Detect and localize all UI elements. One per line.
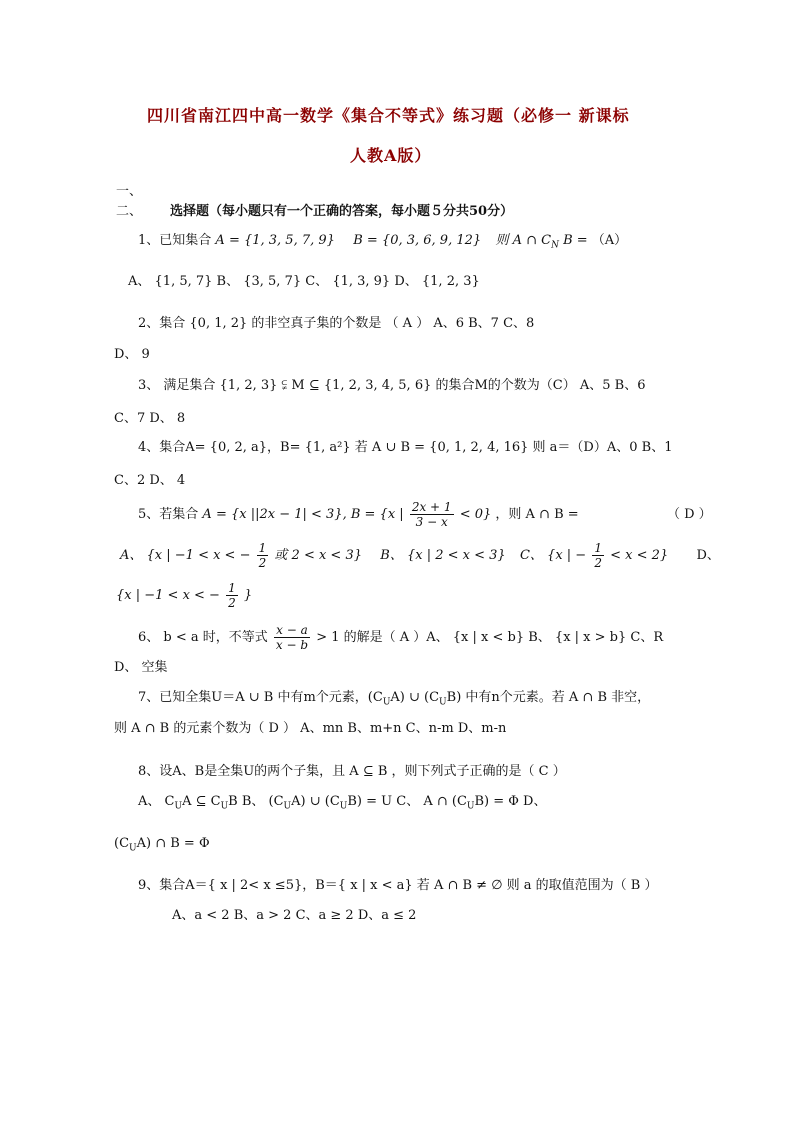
q8-cont-pre: (C	[114, 836, 130, 851]
q8-options	[138, 792, 546, 817]
q1-answer: （A）	[591, 233, 628, 248]
question-1	[138, 231, 627, 256]
q5-opt-d-half-num: 1	[228, 581, 236, 595]
q5-opt-c-post: < x < 2}	[610, 548, 669, 563]
q5-opt-a-half-den: 2	[258, 556, 267, 570]
q8-opts: A、 C	[138, 794, 175, 809]
q2-continued: D、 9	[114, 347, 150, 362]
question-6	[138, 622, 663, 654]
q5-opt-c-half-den: 2	[594, 556, 602, 570]
q5-opt-b: B、 {x | 2 < x < 3}	[380, 548, 506, 563]
q5-set-a: A = {x ||2x − 1| < 3}, B = {x |	[202, 507, 404, 522]
section-1-label: 一、	[116, 184, 143, 199]
q8-opt-a-mid: A ⊆ C	[182, 794, 221, 809]
q1-prefix: 1、已知集合	[138, 233, 212, 248]
q6-pre: 6、 b < a 时，不等式	[138, 630, 268, 645]
q5-options	[120, 540, 720, 572]
q5-set-b-tail: < 0}	[459, 507, 492, 522]
q1-ask-b: B =	[563, 233, 588, 248]
q5-answer: （ D ）	[666, 507, 712, 522]
question-8: 8、设A、B是全集U的两个子集，且 A ⊆ B ，则下列式子正确的是（ C ）	[138, 764, 566, 779]
question-2: 2、集合 {0, 1, 2} 的非空真子集的个数是 （ A ） A、6 B、7 C、8	[138, 316, 535, 331]
q7-text: 7、已知全集U＝A ∪ B 中有m个元素，(C	[138, 690, 383, 705]
question-4: 4、集合A= {0, 2, a}，B= {1, a²} 若 A ∪ B = {0, 1, 2, 4, 16} 则 a＝（D）A、0 B、1	[138, 440, 673, 455]
q6-frac-num: x − a	[276, 623, 308, 637]
q5-opt-d-post: }	[243, 588, 253, 603]
q5-opt-c-pre: C、 {x | −	[519, 548, 587, 563]
q5-prefix: 5、若集合	[138, 507, 199, 522]
q8-sub-2: U	[220, 801, 229, 812]
q7-continued: 则 A ∩ B 的元素个数为（ D ） A、mn B、m+n C、n-m D、m-n	[114, 721, 507, 736]
section-2-label: 二、	[116, 204, 143, 219]
q8-continued	[114, 834, 210, 859]
q5-opt-d-pre: {x | −1 < x < −	[116, 588, 220, 603]
title-line-2: 人教A版）	[350, 146, 432, 165]
section-2-heading: 选择题（每小题只有一个正确的答案，每小题５分共50分）	[170, 204, 514, 219]
q8-sub-3: U	[283, 801, 292, 812]
q9-options: A、a < 2 B、a > 2 C、a ≥ 2 D、a ≤ 2	[172, 908, 417, 923]
q1-sub: N	[551, 240, 559, 251]
question-3: 3、 满足集合 {1, 2, 3} ⫋ M ⊆ {1, 2, 3, 4, 5, 6} 的集合M的个数为（C） A、5 B、6	[138, 378, 646, 393]
q7-sub-1: U	[382, 697, 391, 708]
q7-sub-2: U	[439, 697, 447, 708]
q5-opt-c-half	[592, 541, 604, 570]
q3-continued: C、7 D、 8	[114, 411, 186, 426]
q6-frac-den: x − b	[275, 638, 309, 652]
q5-opt-c-half-num: 1	[594, 541, 602, 555]
q5-ask: ，则 A ∩ B =	[495, 507, 579, 522]
q7-mid: A) ∪ (C	[390, 690, 440, 705]
q8-sub-5: U	[466, 801, 475, 812]
question-9: 9、集合A＝{ x | 2< x ≤5}，B＝{ x | x < a} 若 A ∩ B ≠ ∅ 则 a 的取值范围为（ B ）	[138, 878, 658, 893]
q6-post: > 1 的解是（ A ）A、 {x | x < b} B、 {x | x > b} C、R	[316, 630, 664, 645]
q1-set-b: B = {0, 3, 6, 9, 12}	[353, 233, 482, 248]
q8-sub-1: U	[174, 801, 183, 812]
q5-opt-a-half-num: 1	[258, 541, 267, 555]
q6-continued: D、 空集	[114, 660, 168, 675]
q7-tail: B) 中有n个元素。若 A ∩ B 非空，	[446, 690, 651, 705]
q8-opt-b-tail: B) = U C、 A ∩ (C	[347, 794, 467, 809]
q8-cont-tail: A) ∩ B = Φ	[136, 836, 210, 851]
q8-opt-a-tail: B B、 (C	[228, 794, 284, 809]
q5-frac-num: 2x + 1	[411, 500, 452, 514]
q5-opt-d-label: D、	[696, 548, 720, 563]
q5-fraction	[410, 500, 454, 529]
q8-sub-6: U	[129, 843, 137, 854]
q5-opt-d-half	[226, 581, 238, 610]
question-7	[138, 688, 650, 713]
q5-opt-a-post: 或 2 < x < 3}	[274, 548, 362, 563]
q4-continued: C、2 D、 4	[114, 473, 186, 488]
q8-sub-4: U	[339, 801, 348, 812]
q1-set-a: A = {1, 3, 5, 7, 9}	[215, 233, 335, 248]
title-line-1: 四川省南江四中高一数学《集合不等式》练习题（必修一 新课标	[147, 106, 630, 125]
q1-ask: 则 A ∩ C	[495, 233, 552, 248]
q5-opt-a-half	[257, 541, 269, 570]
q8-opt-c-tail: B) = Φ D、	[474, 794, 547, 809]
q5-option-d	[116, 580, 252, 612]
q1-options: A、 {1, 5, 7} B、 {3, 5, 7} C、 {1, 3, 9} D、 {1, 2, 3}	[128, 274, 480, 289]
q5-opt-d-half-den: 2	[228, 596, 236, 610]
q5-opt-a-pre: A、 {x | −1 < x < −	[120, 548, 251, 563]
q5-frac-den: 3 − x	[415, 515, 448, 529]
q8-opt-b-mid: A) ∪ (C	[291, 794, 340, 809]
question-5	[138, 500, 712, 530]
q6-fraction	[274, 623, 310, 652]
